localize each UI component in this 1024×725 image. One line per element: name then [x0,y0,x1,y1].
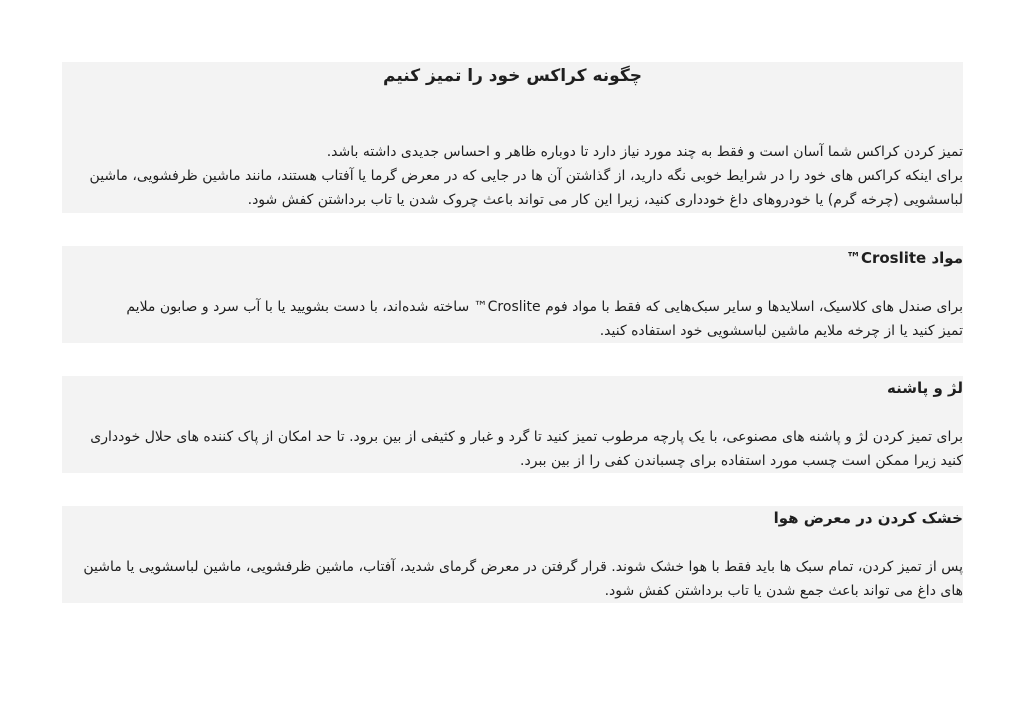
section-paragraph [62,295,963,343]
section-air-dry [62,506,963,603]
page-title: چگونه کراکس خود را تمیز کنیم [383,66,642,86]
intro-section [62,62,963,213]
section-soles-heels [62,376,963,473]
section-heading: مواد Croslite™ [845,249,963,267]
section-heading: لژ و پاشنه [887,379,963,397]
section-croslite [62,246,963,343]
paragraph-line: برای تمیز کردن لژ و پاشنه های مصنوعی، با یک پارچه مرطوب تمیز کنید تا گرد و غبار و کثیفی از بین برود. تا حد امکان از پاک کننده های حلال خودداری [90,429,963,445]
paragraph-line: برای صندل های کلاسیک، اسلایدها و سایر سبک‌هایی که فقط با مواد فوم Croslite™ ساخته شده‌اند، با دست بشویید یا با آب سرد و صابون ملایم [126,299,963,315]
intro-line: برای اینکه کراکس های خود را در شرایط خوبی نگه دارید، از گذاشتن آن ها در جایی که در معرض گرما یا آفتاب هستند، مانند ماشین ظرفشویی، ماشین [89,168,963,184]
paragraph-line: های داغ می تواند باعث جمع شدن یا تاب برداشتن کفش شود. [604,583,963,599]
intro-line: لباسشویی (چرخه گرم) یا خودروهای داغ خودداری کنید، زیرا این کار می تواند باعث چروک شدن یا تاب برداشتن کفش شود. [247,192,963,208]
paragraph-line: کنید زیرا ممکن است چسب مورد استفاده برای چسباندن کفی را از بین ببرد. [520,453,963,469]
paragraph-line: تمیز کنید یا از چرخه ملایم ماشین لباسشویی خود استفاده کنید. [599,323,963,339]
intro-line: تمیز کردن کراکس شما آسان است و فقط به چند مورد نیاز دارد تا دوباره ظاهر و احساس جدیدی داشته باشد. [326,144,963,160]
paragraph-line: پس از تمیز کردن، تمام سبک ها باید فقط با هوا خشک شوند. قرار گرفتن در معرض گرمای شدید، آفتاب، ماشین ظرفشویی، ماشین لباسشویی یا ماشین [83,559,963,575]
intro-paragraph [62,140,963,212]
section-heading: خشک کردن در معرض هوا [773,509,963,527]
section-paragraph [62,425,963,473]
section-paragraph [62,555,963,603]
